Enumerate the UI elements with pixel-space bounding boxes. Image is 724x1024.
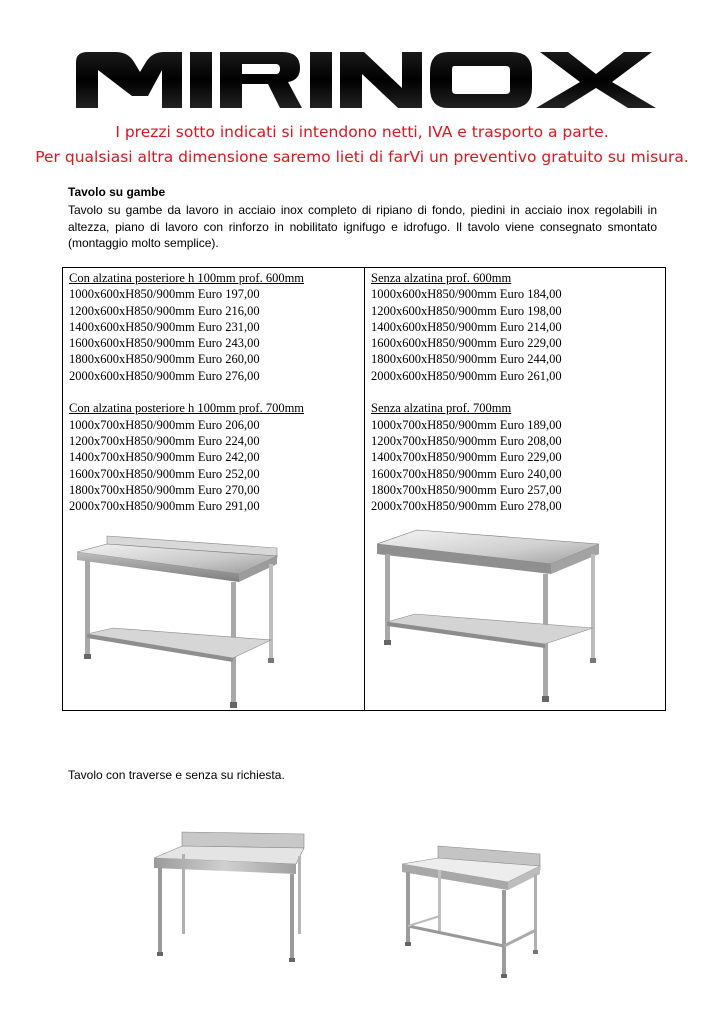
price-row: 1600x700xH850/900mm Euro 252,00 [69, 466, 260, 481]
notice-line-2: Per qualsiasi altra dimensione saremo lieti di farVi un preventivo gratuito su misura. [35, 148, 689, 166]
price-row: 1000x700xH850/900mm Euro 206,00 [69, 417, 260, 432]
product-title: Tavolo su gambe [68, 185, 166, 199]
price-row: 1400x600xH850/900mm Euro 231,00 [69, 319, 260, 334]
price-row: 1600x700xH850/900mm Euro 240,00 [371, 466, 562, 481]
price-group [371, 270, 562, 384]
price-table [62, 267, 666, 711]
table-with-perimeter-crossbars-image [398, 842, 546, 982]
price-row: 1600x600xH850/900mm Euro 243,00 [69, 336, 260, 351]
table-divider [364, 268, 365, 710]
price-group [69, 270, 304, 384]
price-group-heading: Con alzatina posteriore h 100mm prof. 700mm [69, 401, 305, 416]
price-row: 1800x600xH850/900mm Euro 244,00 [371, 352, 562, 367]
price-group-heading: Con alzatina posteriore h 100mm prof. 600mm [69, 271, 305, 285]
price-row: 1000x700xH850/900mm Euro 189,00 [371, 417, 562, 432]
table-with-backsplash-image [73, 530, 297, 710]
price-column-right [371, 270, 562, 531]
price-group-heading: Senza alzatina prof. 700mm [371, 401, 512, 416]
mirinox-logo [76, 52, 656, 108]
price-row: 1400x700xH850/900mm Euro 229,00 [371, 450, 562, 465]
price-row: 1200x600xH850/900mm Euro 216,00 [69, 303, 260, 318]
notice-line-1: I prezzi sotto indicati si intendono netti, IVA e trasporto a parte. [115, 123, 609, 141]
price-group [69, 400, 304, 514]
price-row: 2000x700xH850/900mm Euro 278,00 [371, 499, 562, 514]
price-row: 1800x600xH850/900mm Euro 260,00 [69, 352, 260, 367]
price-row: 2000x700xH850/900mm Euro 291,00 [69, 499, 260, 514]
price-row: 1000x600xH850/900mm Euro 197,00 [69, 287, 260, 302]
price-row: 1800x700xH850/900mm Euro 270,00 [69, 482, 260, 497]
product-description-text: Tavolo su gambe da lavoro in acciaio inox completo di ripiano di fondo, piedini in acciaio inox regolabili in altezza, piano di lavoro con rinforzo in nobilitato ignifugo e idrofugo. Il tavolo viene consegnato smontato (montaggio molto semplice). [68, 203, 657, 250]
price-row: 2000x600xH850/900mm Euro 261,00 [371, 368, 562, 383]
price-row: 1400x600xH850/900mm Euro 214,00 [371, 319, 562, 334]
footer-note: Tavolo con traverse e senza su richiesta. [68, 768, 285, 782]
product-description [68, 202, 657, 252]
price-row: 1000x600xH850/900mm Euro 184,00 [371, 287, 562, 302]
price-row: 1600x600xH850/900mm Euro 229,00 [371, 336, 562, 351]
price-row: 1200x700xH850/900mm Euro 208,00 [371, 433, 562, 448]
price-row: 1200x600xH850/900mm Euro 198,00 [371, 303, 562, 318]
price-column-left [69, 270, 304, 531]
price-row: 1200x700xH850/900mm Euro 224,00 [69, 433, 260, 448]
table-with-crossbars-image [148, 828, 326, 964]
price-group-heading: Senza alzatina prof. 600mm [371, 271, 512, 285]
price-group [371, 400, 562, 514]
price-row: 1400x700xH850/900mm Euro 242,00 [69, 450, 260, 465]
price-row: 2000x600xH850/900mm Euro 276,00 [69, 368, 260, 383]
table-without-backsplash-image [375, 526, 603, 710]
price-row: 1800x700xH850/900mm Euro 257,00 [371, 482, 562, 497]
